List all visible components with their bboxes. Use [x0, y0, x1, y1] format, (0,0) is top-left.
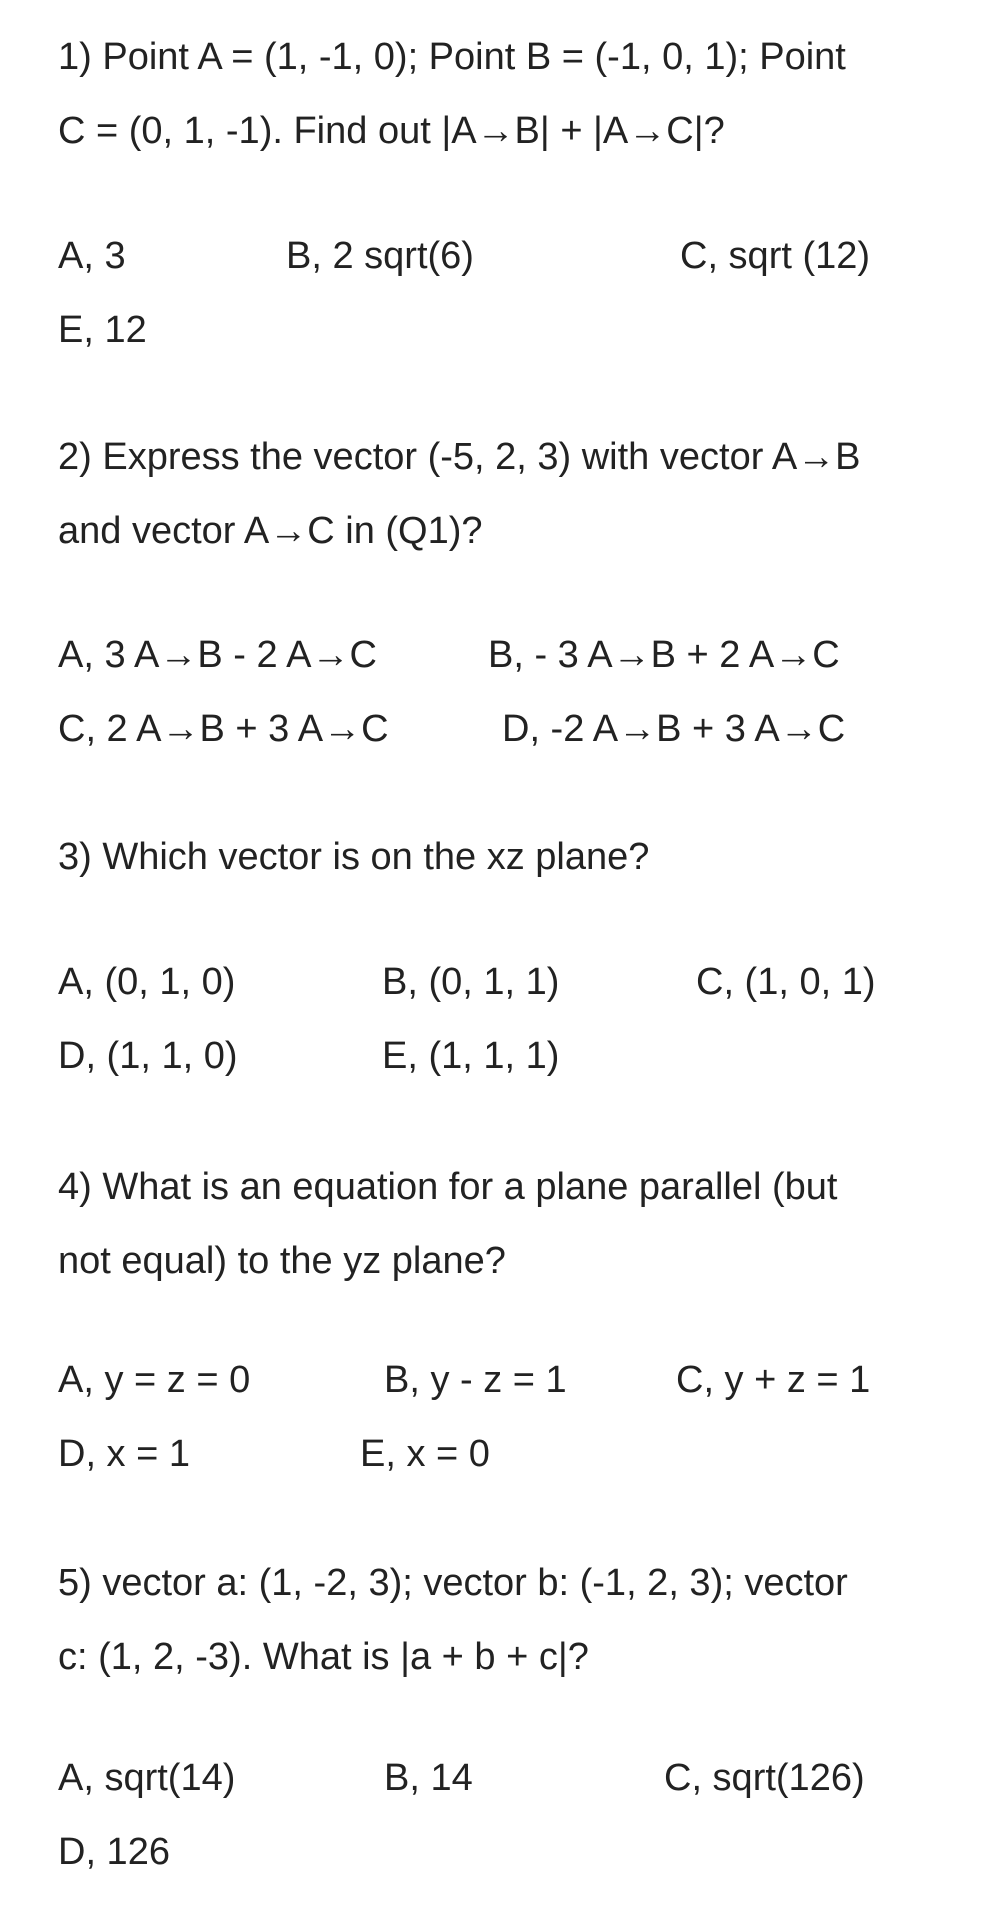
question-text-line: 1) Point A = (1, -1, 0); Point B = (-1, 0, 1); Point	[58, 36, 846, 78]
option-e: E, (1, 1, 1)	[382, 1035, 560, 1077]
question-text-line: c: (1, 2, -3). What is |a + b + c|?	[58, 1636, 589, 1678]
option-b: B, 14	[384, 1757, 473, 1799]
option-b: B, 2 sqrt(6)	[286, 235, 474, 277]
option-d: D, -2 A→B + 3 A→C	[502, 708, 846, 750]
option-a: A, sqrt(14)	[58, 1757, 236, 1799]
option-a: A, 3	[58, 235, 126, 277]
option-d: D, 126	[58, 1831, 170, 1873]
question-1	[58, 20, 958, 168]
option-b: B, y - z = 1	[384, 1359, 567, 1401]
question-4	[58, 1150, 958, 1298]
question-text-line: 5) vector a: (1, -2, 3); vector b: (-1, 2, 3); vector	[58, 1562, 848, 1604]
option-c: C, y + z = 1	[676, 1359, 871, 1401]
question-text-line: and vector A→C in (Q1)?	[58, 510, 483, 552]
question-text-line: 2) Express the vector (-5, 2, 3) with vector A→B	[58, 436, 861, 478]
option-c: C, sqrt(126)	[664, 1757, 865, 1799]
option-b: B, - 3 A→B + 2 A→C	[488, 634, 840, 676]
question-5	[58, 1546, 958, 1694]
question-text-line: not equal) to the yz plane?	[58, 1240, 506, 1282]
option-c: C, sqrt (12)	[680, 235, 871, 277]
option-a: A, y = z = 0	[58, 1359, 251, 1401]
option-b: B, (0, 1, 1)	[382, 961, 560, 1003]
option-c: C, 2 A→B + 3 A→C	[58, 708, 389, 750]
question-text-line: 4) What is an equation for a plane parallel (but	[58, 1166, 838, 1208]
option-e: E, 12	[58, 309, 147, 351]
option-c: C, (1, 0, 1)	[696, 961, 876, 1003]
option-d: D, (1, 1, 0)	[58, 1035, 238, 1077]
option-a: A, 3 A→B - 2 A→C	[58, 634, 377, 676]
option-d: D, x = 1	[58, 1433, 190, 1475]
question-text-line: 3) Which vector is on the xz plane?	[58, 836, 650, 878]
question-2	[58, 420, 958, 568]
option-e: E, x = 0	[360, 1433, 490, 1475]
option-a: A, (0, 1, 0)	[58, 961, 236, 1003]
question-3	[58, 820, 958, 894]
question-text-line: C = (0, 1, -1). Find out |A→B| + |A→C|?	[58, 110, 725, 152]
